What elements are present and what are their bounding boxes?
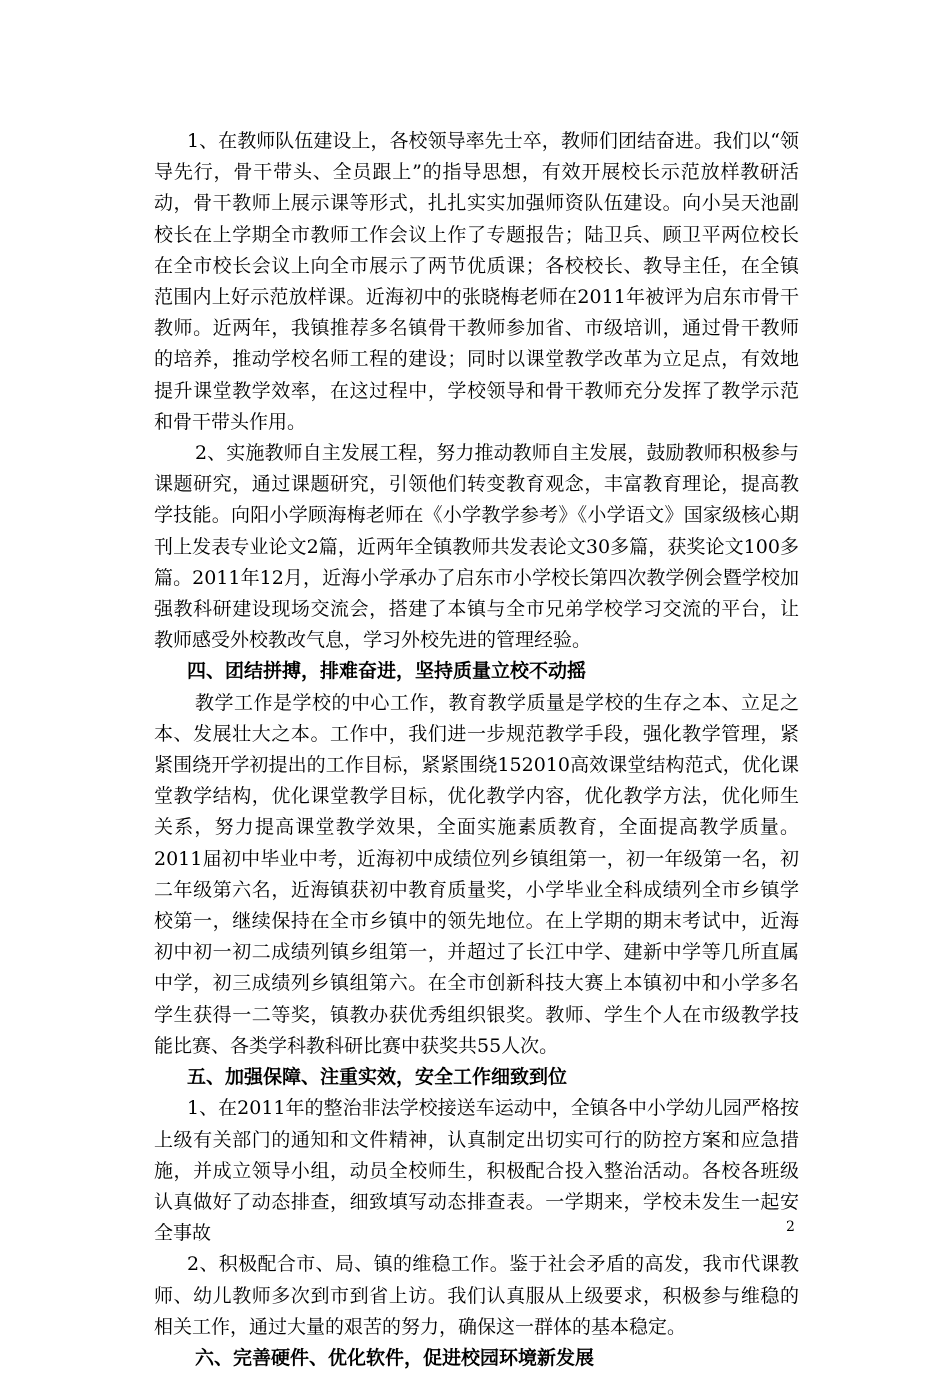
paragraph-school-bus: 1、在2011年的整治非法学校接送车运动中，全镇各中小学幼儿园严格按上级有关部门的通知和文件精神，认真制定出切实可行的防控方案和应急措施，并成立领导小组，动员全校师生，积极配合投入整治活动。各校各班级认真做好了动态排查，细致填写动态排查表。一学期来，学校未发生一起安全事故 bbox=[154, 1097, 799, 1245]
section-heading-quality: 四、团结拼搏，排难奋进，坚持质量立校不动摇 bbox=[187, 660, 587, 683]
document-body bbox=[154, 126, 799, 1374]
section-heading-environment: 六、完善硬件、优化软件，促进校园环境新发展 bbox=[195, 1346, 595, 1369]
paragraph-stability: 2、积极配合市、局、镇的维稳工作。鉴于社会矛盾的高发，我市代课教师、幼儿教师多次到市到省上访。我们认真服从上级要求，积极参与维稳的相关工作，通过大量的艰苦的努力，确保这一群体的基本稳定。 bbox=[154, 1253, 799, 1338]
paragraph-teaching-quality: 教学工作是学校的中心工作，教育教学质量是学校的生存之本、立足之本、发展壮大之本。工作中，我们进一步规范教学手段，强化教学管理，紧紧围绕开学初提出的工作目标，紧紧围绕152010高效课堂结构范式，优化课堂教学结构，优化课堂教学目标，优化教学内容，优化教学方法，优化师生关系，努力提高课堂教学效果，全面实施素质教育，全面提高教学质量。2011届初中毕业中考，近海初中成绩位列乡镇组第一，初一年级第一名，初二年级第六名，近海镇获初中教育质量奖，小学毕业全科成绩列全市乡镇学校第一，继续保持在全市乡镇中的领先地位。在上学期的期末考试中，近海初中初一初二成绩列镇乡组第一，并超过了长江中学、建新中学等几所直属中学，初三成绩列乡镇组第六。在全市创新科技大赛上本镇初中和小学多名学生获得一二等奖，镇教办获优秀组织银奖。教师、学生个人在市级教学技能比赛、各类学科教科研比赛中获奖共55人次。 bbox=[154, 691, 799, 1057]
paragraph-teacher-team: 1、在教师队伍建设上，各校领导率先士卒，教师们团结奋进。我们以“领导先行，骨干带头、全员跟上”的指导思想，有效开展校长示范放样教研活动，骨干教师上展示课等形式，扎扎实实加强师资队伍建设。向小吴天池副校长在上学期全市教师工作会议上作了专题报告；陆卫兵、顾卫平两位校长在全市校长会议上向全市展示了两节优质课；各校校长、教导主任，在全镇范围内上好示范放样课。近海初中的张晓梅老师在2011年被评为启东市骨干教师。近两年，我镇推荐多名镇骨干教师参加省、市级培训，通过骨干教师的培养，推动学校名师工程的建设；同时以课堂教学改革为立足点，有效地提升课堂教学效率，在这过程中，学校领导和骨干教师充分发挥了教学示范和骨干带头作用。 bbox=[154, 130, 799, 433]
section-heading-safety: 五、加强保障、注重实效，安全工作细致到位 bbox=[187, 1066, 568, 1089]
paragraph-self-development: 2、实施教师自主发展工程，努力推动教师自主发展，鼓励教师积极参与课题研究，通过课题研究，引领他们转变教育观念，丰富教育理论，提高教学技能。向阳小学顾海梅老师在《小学教学参考》《小学语文》国家级核心期刊上发表专业论文2篇，近两年全镇教师共发表论文30多篇，获奖论文100多篇。2011年12月，近海小学承办了启东市小学校长第四次教学例会暨学校加强教科研建设现场交流会，搭建了本镇与全市兄弟学校学习交流的平台，让教师感受外校教改气息，学习外校先进的管理经验。 bbox=[154, 442, 799, 652]
page-number: 2 bbox=[786, 1219, 795, 1235]
